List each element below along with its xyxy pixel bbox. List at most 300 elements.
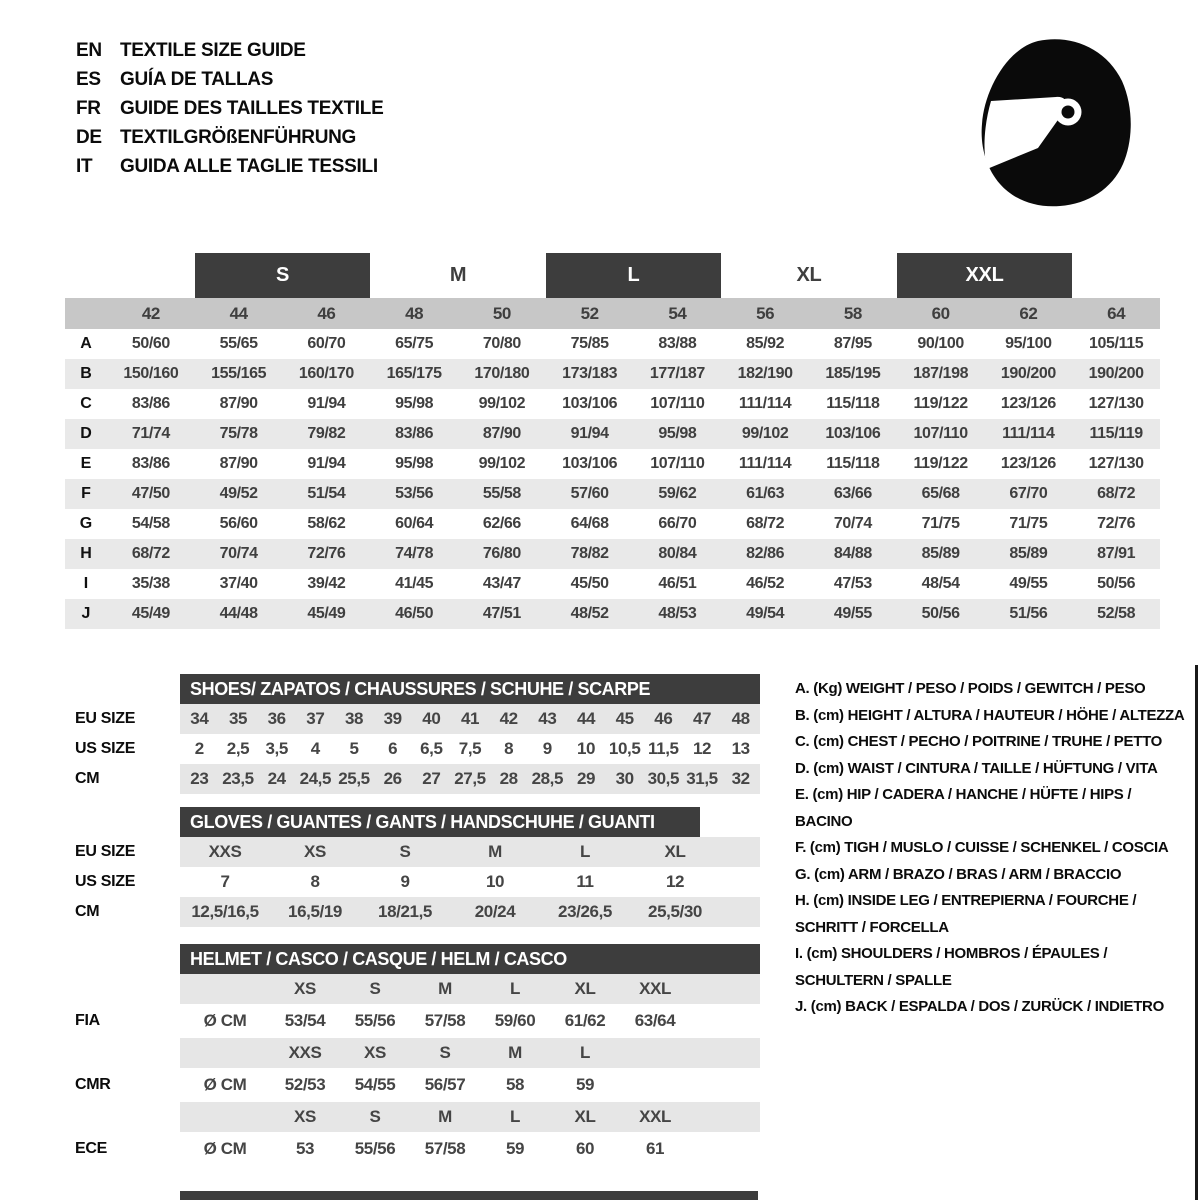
row-letter: I [83, 575, 89, 592]
size-value: 155/165 [211, 365, 267, 382]
value-cell: 3,5 [265, 739, 288, 758]
size-value: 103/106 [562, 395, 618, 412]
value-cell: 26 [383, 769, 402, 788]
value-cell [180, 1038, 270, 1068]
size-value: 53/56 [395, 485, 434, 502]
value-cell: XS [294, 979, 316, 998]
language-code: DE [76, 126, 102, 148]
value-cell: XXS [208, 842, 242, 861]
value-cell: 24 [267, 769, 286, 788]
size-value: 95/98 [395, 395, 434, 412]
size-value: 70/80 [482, 335, 521, 352]
measurement-row-e [65, 449, 1160, 479]
value-cell: L [510, 979, 520, 998]
size-value: 85/89 [921, 545, 960, 562]
gloves-label: CM [75, 903, 100, 920]
value-cell: 2 [194, 739, 204, 758]
shoes-section-header: SHOES/ ZAPATOS / CHAUSSURES / SCHUHE / SCARPE [180, 674, 760, 704]
row-letter: F [81, 485, 91, 502]
value-cell: 63/64 [634, 1011, 676, 1030]
size-value: 173/183 [562, 365, 618, 382]
measurement-row-i [65, 569, 1160, 599]
size-value: 99/102 [741, 425, 789, 442]
size-value: 52/58 [1097, 605, 1136, 622]
helmet-cmr-label: CMR [75, 1076, 111, 1093]
value-cell: 6,5 [420, 739, 443, 758]
gloves-label: EU SIZE [75, 843, 136, 860]
size-value: 63/66 [833, 485, 872, 502]
value-cell: 8 [504, 739, 514, 758]
helmet-ece-label: ECE [75, 1140, 107, 1157]
language-row [76, 94, 383, 123]
numeric-size-header-row [65, 298, 1160, 329]
size-value: 62/66 [482, 515, 521, 532]
size-value: 111/114 [738, 455, 792, 472]
size-value: 51/56 [1009, 605, 1048, 622]
value-cell: 61/62 [564, 1011, 606, 1030]
size-value: 50/56 [1097, 575, 1136, 592]
size-group-xl: XL [796, 264, 822, 286]
value-cell: 10 [485, 872, 505, 891]
language-row [76, 36, 383, 65]
size-value: 83/86 [131, 395, 170, 412]
size-value: 65/75 [395, 335, 434, 352]
value-cell: 53 [295, 1139, 315, 1158]
helmet-size-table [75, 944, 760, 1166]
size-value: 123/126 [1000, 455, 1056, 472]
size-value: 95/98 [395, 455, 434, 472]
gloves-label: US SIZE [75, 873, 136, 890]
value-cell: 56/57 [424, 1075, 466, 1094]
helmet-sizes-cmr-row [75, 1038, 760, 1068]
legend-item: F. (cm) TIGH / MUSLO / CUISSE / SCHENKEL / COSCIA [795, 839, 1169, 856]
size-value: 87/90 [482, 425, 521, 442]
gloves-rows [75, 837, 760, 927]
size-value: 45/49 [131, 605, 170, 622]
size-value: 55/58 [482, 485, 521, 502]
legend-item: C. (cm) CHEST / PECHO / POITRINE / TRUHE / PETTO [795, 733, 1163, 750]
value-cell: 52/53 [284, 1075, 326, 1094]
size-value: 50/60 [131, 335, 170, 352]
size-value: 170/180 [474, 365, 530, 382]
size-value: 127/130 [1088, 455, 1144, 472]
value-cell: 59/60 [494, 1011, 536, 1030]
size-value: 49/55 [1009, 575, 1048, 592]
value-cell: 47 [692, 709, 712, 728]
size-value: 72/76 [307, 545, 346, 562]
size-value: 150/160 [123, 365, 179, 382]
size-value: 70/74 [219, 545, 258, 562]
size-value: 68/72 [746, 515, 785, 532]
value-cell: 31,5 [686, 769, 718, 788]
value-cell: 16,5/19 [288, 902, 342, 921]
value-cell: S [369, 1107, 381, 1126]
value-cell: 28,5 [531, 769, 564, 788]
legend-item: D. (cm) WAIST / CINTURA / TAILLE / HÜFTUNG / VITA [795, 759, 1158, 777]
value-cell: 36 [267, 709, 286, 728]
value-cell: XL [664, 842, 686, 861]
size-value: 71/75 [921, 515, 960, 532]
shoes-values [180, 764, 760, 794]
shoes-row [75, 734, 760, 764]
language-title: TEXTILGRÖßENFÜHRUNG [120, 126, 357, 148]
value-cell: 27 [422, 769, 441, 788]
value-cell: 41 [460, 709, 480, 728]
value-cell: 42 [499, 709, 518, 728]
helmet-cmr-row [75, 1068, 760, 1102]
shoes-label: CM [75, 770, 100, 787]
value-cell: S [439, 1043, 451, 1062]
size-value: 57/60 [570, 485, 609, 502]
value-cell: 25,5/30 [648, 902, 702, 921]
size-value: 74/78 [395, 545, 434, 562]
size-value: 182/190 [737, 365, 793, 382]
size-value: 66/70 [658, 515, 697, 532]
size-value: 119/122 [913, 395, 968, 412]
row-letter: A [80, 335, 92, 352]
size-value: 87/91 [1097, 545, 1136, 562]
value-cell: 44 [576, 709, 596, 728]
page-right-edge-line [1195, 665, 1198, 1200]
legend-item: G. (cm) ARM / BRAZO / BRAS / ARM / BRACCIO [795, 865, 1122, 883]
size-value: 90/100 [917, 335, 964, 352]
language-code: IT [76, 155, 93, 177]
language-title-list [76, 36, 383, 181]
size-value: 47/53 [833, 575, 872, 592]
size-value: 127/130 [1088, 395, 1144, 412]
size-value: 107/110 [650, 395, 705, 412]
size-value: 70/74 [833, 515, 872, 532]
gloves-values [180, 837, 760, 867]
size-value: 64/68 [570, 515, 609, 532]
numeric-size: 56 [756, 303, 775, 323]
size-value: 71/74 [131, 425, 170, 442]
size-value: 50/56 [921, 605, 960, 622]
value-cell: 7,5 [458, 739, 482, 758]
garment-size-table [65, 253, 1160, 629]
size-value: 87/90 [219, 395, 258, 412]
value-cell: Ø CM [203, 1075, 247, 1094]
size-value: 75/78 [219, 425, 258, 442]
size-value: 79/82 [307, 425, 346, 442]
value-cell: 27,5 [454, 769, 486, 788]
value-cell: 32 [731, 769, 750, 788]
value-cell: 45 [615, 709, 634, 728]
value-cell: Ø CM [203, 1139, 247, 1158]
value-cell: 18/21,5 [378, 902, 432, 921]
value-cell: S [399, 842, 411, 861]
legend-item: A. (Kg) WEIGHT / PESO / POIDS / GEWITCH / PESO [795, 680, 1146, 697]
numeric-size: 60 [931, 303, 950, 323]
value-cell: 12,5/16,5 [191, 902, 259, 921]
size-value: 56/60 [219, 515, 258, 532]
gloves-row [75, 897, 760, 927]
gloves-values [180, 867, 760, 897]
legend-item: I. (cm) SHOULDERS / HOMBROS / ÉPAULES / SCHULTERN / SPALLE [795, 945, 1108, 989]
helmet-sizes-ece-row [75, 1102, 760, 1132]
shoes-size-table [75, 674, 760, 794]
helmet-sizes-ece-label [75, 1102, 180, 1132]
value-cell: 8 [310, 872, 320, 891]
value-cell: 20/24 [474, 902, 516, 921]
row-letter: H [80, 545, 92, 562]
value-cell: M [438, 1107, 452, 1126]
value-cell: 40 [422, 709, 441, 728]
value-cell: 23,5 [222, 769, 254, 788]
value-cell: 57/58 [424, 1011, 466, 1030]
size-value: 103/106 [562, 455, 618, 472]
shoes-values [180, 704, 760, 734]
value-cell: 39 [383, 709, 402, 728]
measurement-row-b [65, 359, 1160, 389]
value-cell: Ø CM [203, 1011, 247, 1030]
value-cell: 23/26,5 [558, 902, 612, 921]
size-value: 48/54 [921, 575, 960, 592]
size-value: 39/42 [307, 575, 346, 592]
size-value: 78/82 [570, 545, 609, 562]
language-code: EN [76, 39, 102, 61]
size-value: 99/102 [478, 395, 526, 412]
size-value: 41/45 [395, 575, 434, 592]
row-letter: D [80, 425, 92, 442]
size-value: 103/106 [825, 425, 881, 442]
shoes-row [75, 704, 760, 734]
value-cell: 59 [505, 1139, 525, 1158]
size-value: 91/94 [307, 455, 346, 472]
value-cell: M [438, 979, 452, 998]
measurement-row-j [65, 599, 1160, 629]
row-letter: E [80, 455, 92, 472]
size-value: 107/110 [913, 425, 968, 442]
size-value: 83/86 [395, 425, 434, 442]
numeric-size: 42 [141, 303, 160, 323]
size-value: 95/100 [1005, 335, 1052, 352]
size-value: 68/72 [1097, 485, 1136, 502]
value-cell: S [369, 979, 381, 998]
value-cell: XL [574, 1107, 596, 1126]
value-cell: XL [574, 979, 596, 998]
size-value: 47/50 [131, 485, 170, 502]
value-cell: 48 [731, 709, 750, 728]
value-cell: XS [294, 1107, 316, 1126]
gloves-row [75, 837, 760, 867]
size-value: 85/92 [746, 335, 785, 352]
size-value: 190/200 [1088, 365, 1144, 382]
language-row [76, 65, 383, 94]
value-cell: 30,5 [647, 769, 680, 788]
size-value: 115/119 [1089, 425, 1143, 442]
size-value: 115/118 [826, 395, 880, 412]
value-cell: XXS [288, 1043, 322, 1062]
size-value: 76/80 [482, 545, 521, 562]
value-cell: 23 [190, 769, 209, 788]
size-value: 35/38 [131, 575, 170, 592]
legend-item: H. (cm) INSIDE LEG / ENTREPIERNA / FOURCHE / SCHRITT / FORCELLA [795, 892, 1137, 936]
value-cell: 54/55 [354, 1075, 396, 1094]
size-value: 45/49 [307, 605, 346, 622]
gloves-row [75, 867, 760, 897]
shoes-label: US SIZE [75, 740, 136, 757]
size-value: 85/89 [1009, 545, 1048, 562]
size-value: 99/102 [478, 455, 526, 472]
legend-item: E. (cm) HIP / CADERA / HANCHE / HÜFTE / HIPS / BACINO [795, 786, 1132, 830]
value-cell: 58 [505, 1075, 525, 1094]
value-cell: 61 [645, 1139, 665, 1158]
size-value: 65/68 [921, 485, 960, 502]
numeric-size: 48 [405, 303, 424, 323]
value-cell: 29 [576, 769, 596, 788]
numeric-size: 62 [1019, 303, 1038, 323]
language-code: ES [76, 68, 101, 90]
size-value: 58/62 [307, 515, 346, 532]
language-code: FR [76, 97, 101, 119]
value-cell: 4 [310, 739, 320, 758]
value-cell [180, 974, 270, 1004]
value-cell: 53/54 [284, 1011, 326, 1030]
racing-helmet-icon [976, 36, 1136, 213]
measurement-legend [795, 676, 1187, 1021]
value-cell: 6 [388, 739, 398, 758]
size-value: 51/54 [307, 485, 346, 502]
size-group-header-row [65, 253, 1160, 298]
size-value: 107/110 [650, 455, 705, 472]
value-cell: 2,5 [226, 739, 250, 758]
shoes-row [75, 764, 760, 794]
size-value: 165/175 [386, 365, 442, 382]
numeric-size: 58 [843, 303, 862, 323]
value-cell: 11,5 [648, 739, 679, 758]
size-value: 55/65 [219, 335, 258, 352]
size-value: 60/70 [307, 335, 346, 352]
value-cell: 38 [344, 709, 364, 728]
helmet-sizes-fia-label [75, 974, 180, 1004]
size-value: 185/195 [825, 365, 881, 382]
size-value: 91/94 [307, 395, 346, 412]
value-cell: 57/58 [424, 1139, 466, 1158]
numeric-size: 44 [229, 303, 248, 323]
helmet-sizes-ece-values [180, 1102, 760, 1132]
numeric-size: 52 [580, 303, 599, 323]
value-cell: 11 [576, 872, 594, 891]
value-cell: 25,5 [338, 769, 370, 788]
helmet-rows [75, 974, 760, 1166]
value-cell: 24,5 [299, 769, 332, 788]
corner-cell [65, 298, 107, 329]
numeric-size: 46 [317, 303, 336, 323]
shoes-label: EU SIZE [75, 710, 136, 727]
legend-item: J. (cm) BACK / ESPALDA / DOS / ZURÜCK / INDIETRO [795, 998, 1164, 1015]
helmet-fia-values [180, 1004, 760, 1038]
language-title: GUIDE DES TAILLES TEXTILE [120, 97, 384, 119]
size-value: 60/64 [395, 515, 434, 532]
value-cell: XS [364, 1043, 386, 1062]
shoes-values [180, 734, 760, 764]
value-cell: 10 [576, 739, 596, 758]
helmet-ece-row [75, 1132, 760, 1166]
value-cell: 10,5 [608, 739, 641, 758]
row-letter: C [80, 395, 92, 412]
size-group-s: S [195, 253, 371, 298]
legend-item: B. (cm) HEIGHT / ALTURA / HAUTEUR / HÖHE / ALTEZZA [795, 706, 1185, 724]
numeric-size: 64 [1107, 303, 1126, 323]
value-cell: 43 [538, 709, 557, 728]
size-value: 44/48 [219, 605, 258, 622]
size-value: 111/114 [738, 395, 792, 412]
value-cell: XXL [639, 1107, 671, 1126]
measurement-row-d [65, 419, 1160, 449]
size-value: 160/170 [298, 365, 354, 382]
value-cell [180, 1102, 270, 1132]
size-value: 54/58 [131, 515, 170, 532]
size-value: 95/98 [658, 425, 697, 442]
size-value: 46/51 [658, 575, 697, 592]
size-value: 187/198 [913, 365, 969, 382]
value-cell: XS [304, 842, 326, 861]
size-value: 83/88 [658, 335, 697, 352]
size-value: 46/52 [746, 575, 785, 592]
numeric-size: 50 [492, 303, 511, 323]
helmet-cmr-values [180, 1068, 760, 1102]
size-value: 119/122 [913, 455, 968, 472]
size-value: 75/85 [570, 335, 609, 352]
helmet-sizes-fia-values [180, 974, 760, 1004]
size-value: 59/62 [658, 485, 697, 502]
size-value: 123/126 [1000, 395, 1056, 412]
value-cell: 34 [190, 709, 209, 728]
cropped-section-bar [180, 1191, 758, 1200]
measurement-row-c [65, 389, 1160, 419]
helmet-sizes-cmr-values [180, 1038, 760, 1068]
helmet-ece-values [180, 1132, 760, 1166]
value-cell: M [508, 1043, 522, 1062]
size-value: 48/52 [570, 605, 609, 622]
value-cell: L [580, 842, 590, 861]
measurement-row-h [65, 539, 1160, 569]
size-value: 67/70 [1009, 485, 1048, 502]
value-cell: 9 [542, 739, 552, 758]
size-value: 46/50 [395, 605, 434, 622]
value-cell: 55/56 [354, 1139, 396, 1158]
helmet-sizes-cmr-label [75, 1038, 180, 1068]
size-group-l: L [546, 253, 722, 298]
size-value: 115/118 [826, 455, 880, 472]
size-value: 45/50 [570, 575, 609, 592]
size-value: 37/40 [219, 575, 258, 592]
gloves-values [180, 897, 760, 927]
value-cell: 13 [731, 739, 750, 758]
size-group-xxl: XXL [897, 253, 1073, 298]
size-value: 80/84 [658, 545, 697, 562]
size-value: 49/54 [746, 605, 785, 622]
size-value: 91/94 [570, 425, 609, 442]
size-value: 68/72 [131, 545, 170, 562]
language-title: TEXTILE SIZE GUIDE [120, 39, 306, 61]
value-cell: 46 [654, 709, 673, 728]
helmet-section-header: HELMET / CASCO / CASQUE / HELM / CASCO [180, 944, 760, 974]
size-value: 87/90 [219, 455, 258, 472]
language-title: GUIDA ALLE TAGLIE TESSILI [120, 155, 378, 177]
size-value: 82/86 [746, 545, 785, 562]
language-row [76, 152, 383, 181]
value-cell: 9 [400, 872, 410, 891]
value-cell: 30 [615, 769, 634, 788]
value-cell: 28 [499, 769, 518, 788]
size-value: 43/47 [482, 575, 521, 592]
value-cell: 5 [349, 739, 359, 758]
value-cell: 12 [665, 872, 685, 891]
row-letter: B [80, 365, 92, 382]
size-value: 105/115 [1089, 335, 1144, 352]
